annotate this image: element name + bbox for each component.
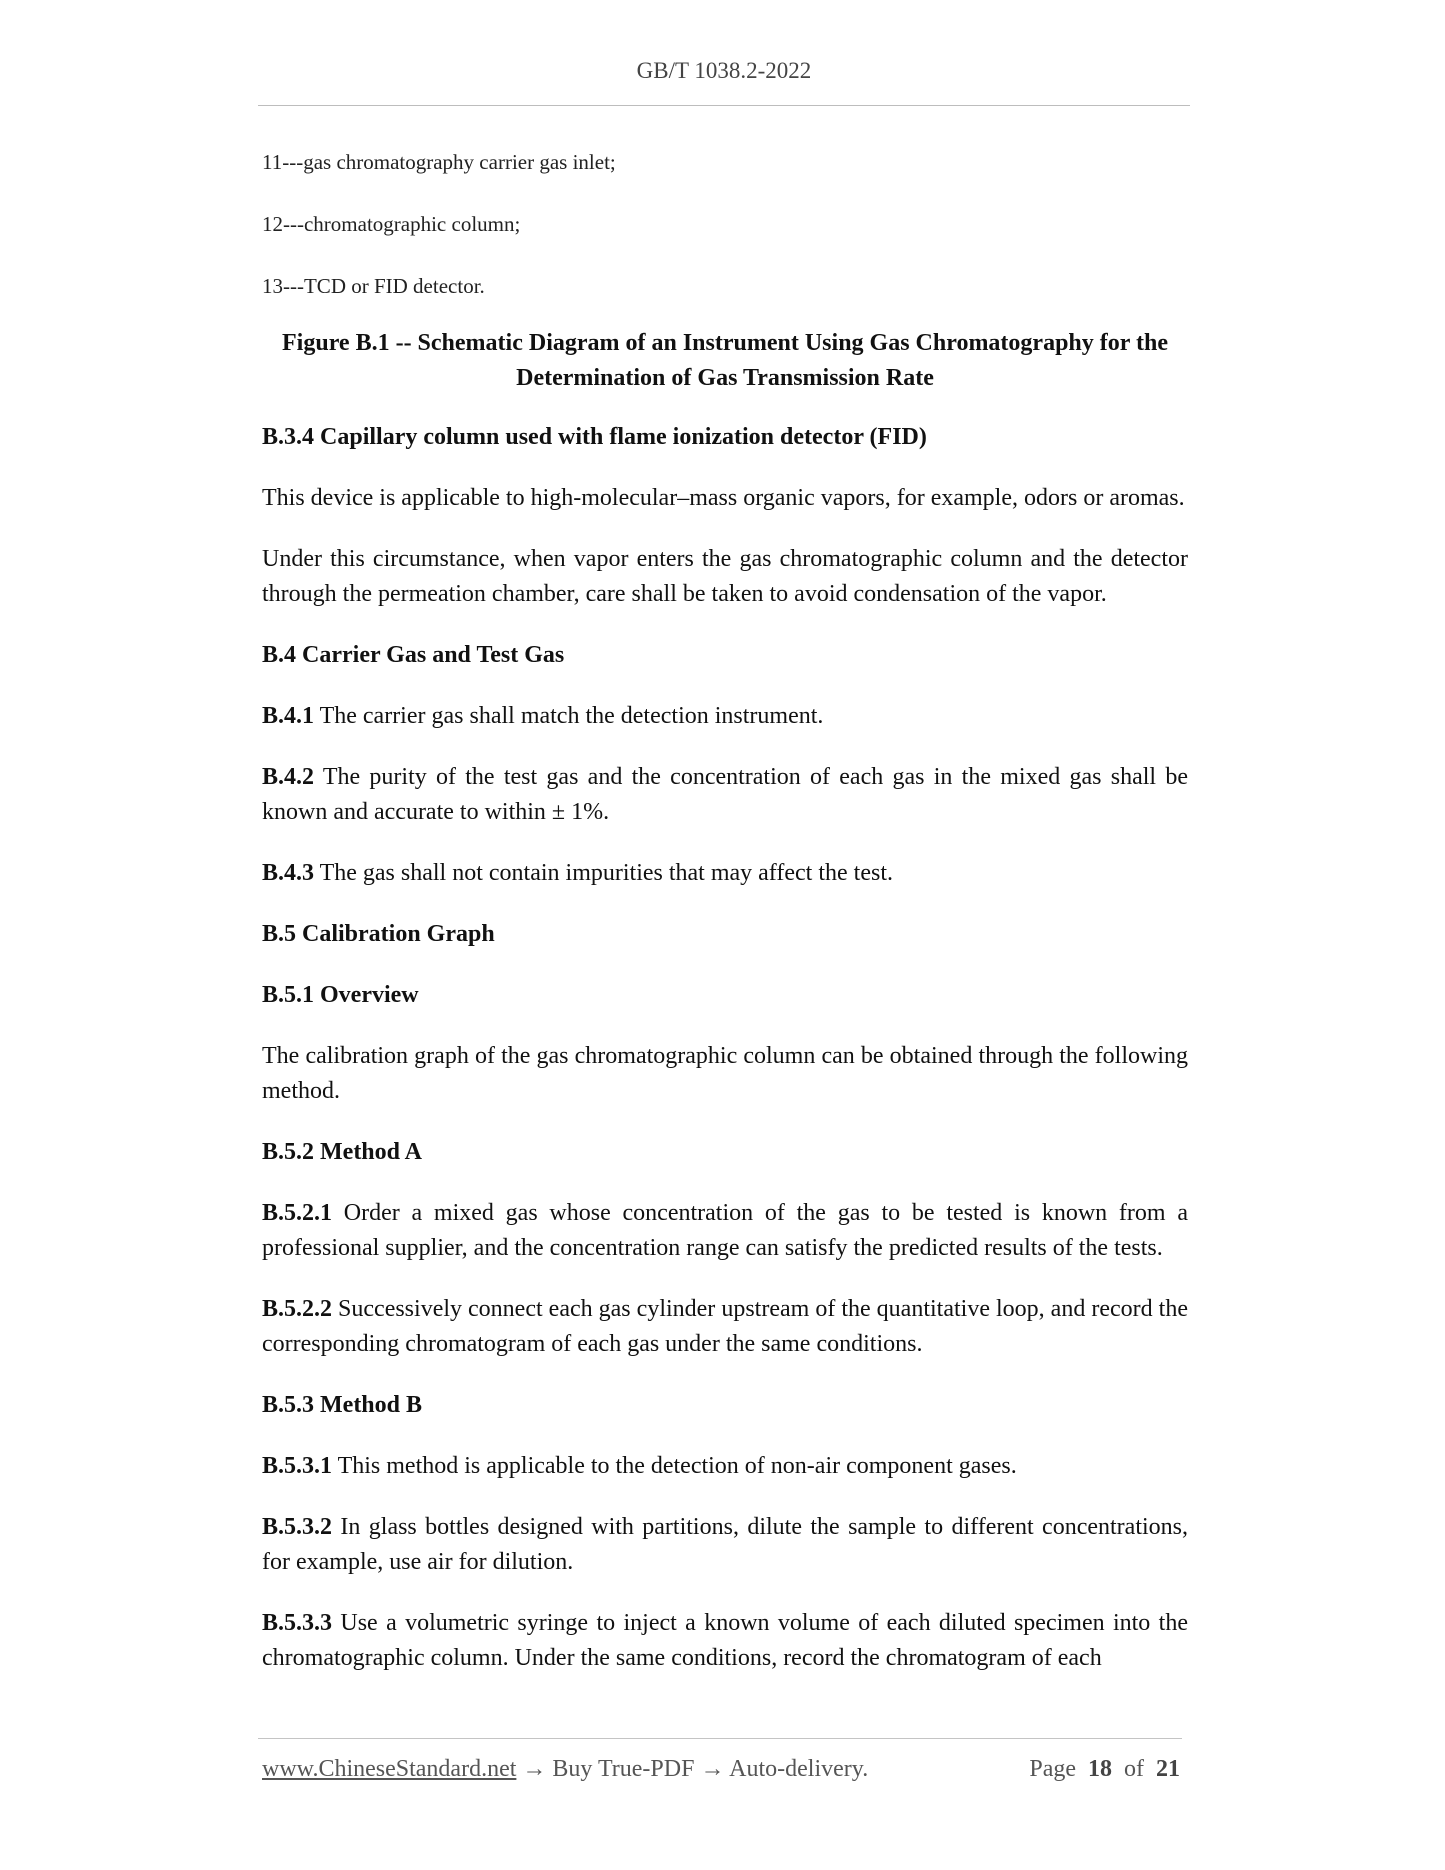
section-heading-b4: B.4 Carrier Gas and Test Gas [262, 642, 565, 668]
clause-text: Use a volumetric syringe to inject a known volume of each diluted specimen into the chromatographic column. Under the same conditions, record the chromatogram of each [262, 1610, 1188, 1671]
section-heading-b5: B.5 Calibration Graph [262, 921, 495, 947]
clause-b521 [262, 1196, 1188, 1266]
clause-number: B.4.2 [262, 764, 315, 790]
header-divider [258, 105, 1190, 106]
footer-promo [262, 1756, 868, 1783]
arrow-right-icon: → [516, 1756, 553, 1782]
legend-item-12: 12---chromatographic column; [262, 212, 521, 236]
total-pages: 21 [1156, 1756, 1180, 1782]
clause-text: Successively connect each gas cylinder upstream of the quantitative loop, and record the corresponding chromatogram of each gas under the same conditions. [262, 1296, 1188, 1357]
section-heading-b34: B.3.4 Capillary column used with flame ionization detector (FID) [262, 424, 927, 450]
clause-b531 [262, 1449, 1188, 1484]
clause-text: The purity of the test gas and the concentration of each gas in the mixed gas shall be known and accurate to within ± 1%. [262, 764, 1188, 825]
clause-number: B.5.2.1 [262, 1200, 333, 1226]
clause-b522 [262, 1292, 1188, 1362]
clause-number: B.5.3.1 [262, 1453, 333, 1479]
legend-item-13: 13---TCD or FID detector. [262, 274, 485, 298]
clause-text: The carrier gas shall match the detection instrument. [314, 703, 824, 729]
legend-item-11: 11---gas chromatography carrier gas inlet; [262, 150, 616, 174]
page-number [1029, 1756, 1180, 1783]
clause-number: B.5.2.2 [262, 1296, 333, 1322]
page-label: Page [1029, 1756, 1076, 1782]
figure-caption [262, 326, 1188, 396]
section-heading-b52: B.5.2 Method A [262, 1139, 423, 1165]
paragraph-b51-overview: The calibration graph of the gas chromatographic column can be obtained through the following method. [262, 1043, 1188, 1104]
clause-text: This method is applicable to the detection of non-air component gases. [332, 1453, 1017, 1479]
figure-caption-line-1: Figure B.1 -- Schematic Diagram of an Instrument Using Gas Chromatography for the [282, 330, 1168, 356]
clause-b41 [262, 699, 1188, 734]
section-heading-b51: B.5.1 Overview [262, 982, 419, 1008]
clause-number: B.4.3 [262, 860, 315, 886]
website-link[interactable]: www.ChineseStandard.net [262, 1756, 517, 1782]
buy-pdf-text: Buy True-PDF [552, 1756, 695, 1782]
arrow-right-icon: → [694, 1756, 730, 1782]
figure-caption-line-2: Determination of Gas Transmission Rate [516, 365, 934, 391]
paragraph-b34-condensation: Under this circumstance, when vapor enters the gas chromatographic column and the detector through the permeation chamber, care shall be taken to avoid condensation of the vapor. [262, 546, 1188, 607]
clause-text: Order a mixed gas whose concentration of the gas to be tested is known from a professional supplier, and the concentration range can satisfy the predicted results of the tests. [262, 1200, 1188, 1261]
clause-b533 [262, 1606, 1188, 1676]
auto-delivery-text: Auto-delivery. [729, 1756, 869, 1782]
clause-number: B.5.3.2 [262, 1514, 333, 1540]
section-heading-b53: B.5.3 Method B [262, 1392, 423, 1418]
current-page: 18 [1088, 1756, 1112, 1782]
page-header: GB/T 1038.2-2022 [636, 58, 812, 83]
clause-text: The gas shall not contain impurities that may affect the test. [314, 860, 893, 886]
clause-number: B.4.1 [262, 703, 315, 729]
page-content [262, 148, 1188, 1702]
clause-b42 [262, 760, 1188, 830]
of-label: of [1124, 1756, 1144, 1782]
clause-b43 [262, 856, 1188, 891]
paragraph-b34-applicability: This device is applicable to high-molecular–mass organic vapors, for example, odors or aromas. [262, 485, 1185, 511]
clause-number: B.5.3.3 [262, 1610, 333, 1636]
footer-divider [258, 1738, 1182, 1739]
clause-text: In glass bottles designed with partitions, dilute the sample to different concentrations, for example, use air for dilution. [262, 1514, 1188, 1575]
clause-b532 [262, 1510, 1188, 1580]
